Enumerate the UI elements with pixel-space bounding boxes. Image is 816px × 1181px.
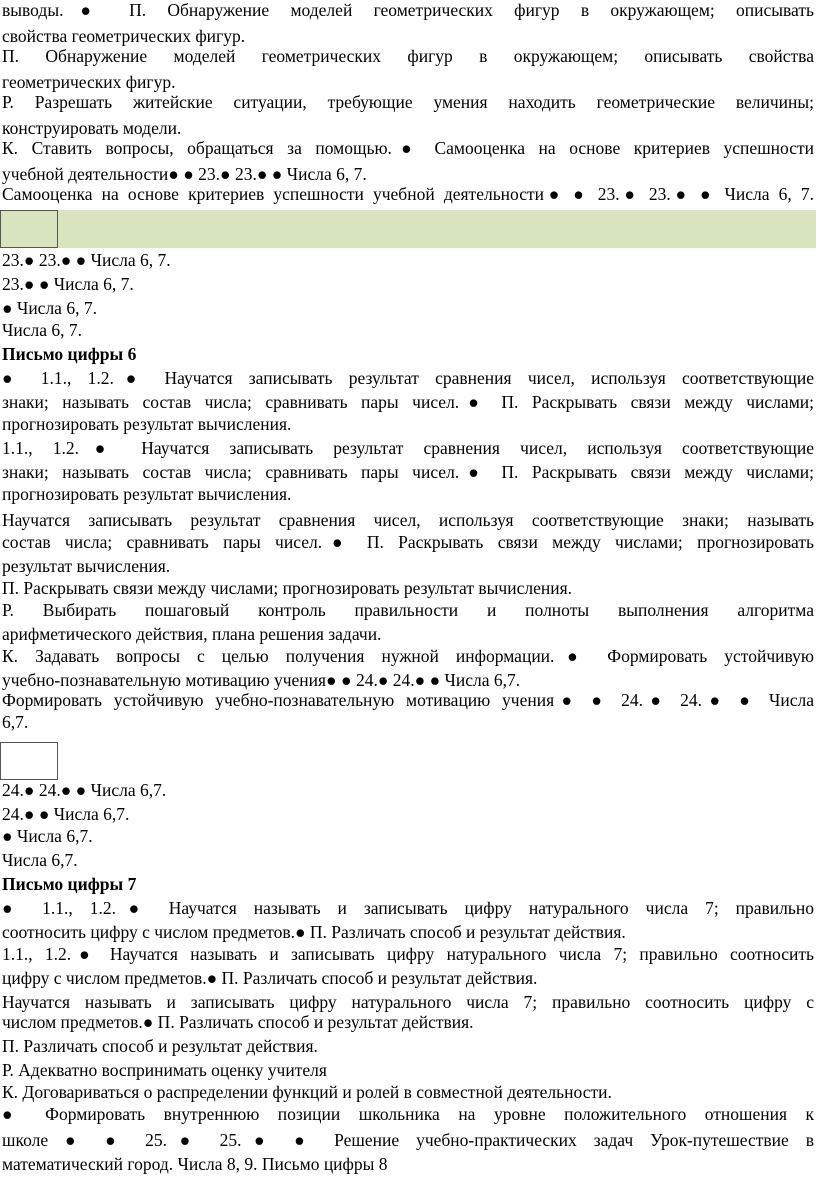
text-line: арифметического действия, плана решения задачи.: [2, 624, 382, 644]
section-heading: Письмо цифры 7: [2, 874, 137, 894]
text-line: П. Различать способ и результат действия.: [2, 1036, 318, 1056]
text-line: результат вычисления.: [2, 556, 171, 576]
empty-table-cell: [0, 742, 58, 780]
text-line: ● Формировать внутреннюю позиции школьника на уровне положительного отношения к: [2, 1104, 814, 1124]
text-line: математический город. Числа 8, 9. Письмо цифры 8: [2, 1154, 388, 1174]
text-line: ● 1.1., 1.2.● Научатся записывать результат сравнения чисел, используя соответствующие: [2, 368, 814, 388]
text-line: 23.● 23.● ● Числа 6, 7.: [2, 250, 171, 270]
text-line: числом предметов.● П. Различать способ и результат действия.: [2, 1012, 474, 1032]
text-line: прогнозировать результат вычисления.: [2, 484, 292, 504]
text-line: 24.● ● Числа 6,7.: [2, 804, 130, 824]
text-line: ● 1.1., 1.2.● Научатся называть и записывать цифру натурального числа 7; правильно: [2, 898, 814, 918]
text-line: геометрических фигур.: [2, 72, 176, 92]
text-line: Научатся называть и записывать цифру натурального числа 7; правильно соотносить цифру с: [2, 992, 814, 1012]
text-line: 6,7.: [2, 712, 29, 732]
text-line: учебно-познавательную мотивацию учения● ● 24.● 24.● ● Числа 6,7.: [2, 670, 521, 690]
text-line: Р. Выбирать пошаговый контроль правильности и полноты выполнения алгоритма: [2, 600, 814, 620]
text-line: учебной деятельности● ● 23.● 23.● ● Числа 6, 7.: [2, 164, 367, 184]
text-line: Р. Разрешать житейские ситуации, требующие умения находить геометрические величины;: [2, 92, 814, 112]
text-line: конструировать модели.: [2, 118, 182, 138]
text-line: Научатся записывать результат сравнения чисел, используя соответствующие знаки; называть: [2, 510, 814, 530]
table-band: [0, 210, 816, 248]
text-line: ● Числа 6,7.: [2, 826, 93, 846]
empty-table-cell: [0, 210, 58, 248]
text-line: 1.1., 1.2.● Научатся записывать результат сравнения чисел, используя соответствующие: [2, 438, 814, 458]
text-line: знаки; называть состав числа; сравнивать пары чисел.● П. Раскрывать связи между числами;: [2, 392, 814, 412]
text-line: 1.1., 1.2.● Научатся называть и записывать цифру натурального числа 7; правильно соотносить: [2, 944, 814, 964]
text-line: школе ● ● 25.● 25.● ● Решение учебно-практических задач Урок-путешествие в: [2, 1130, 814, 1150]
text-line: Числа 6,7.: [2, 850, 78, 870]
text-line: Числа 6, 7.: [2, 320, 83, 340]
text-line: Самооценка на основе критериев успешности учебной деятельности● ● 23.● 23.● ● Числа 6, 7.: [2, 184, 814, 204]
text-line: Р. Адекватно воспринимать оценку учителя: [2, 1060, 327, 1080]
text-line: К. Ставить вопросы, обращаться за помощью.● Самооценка на основе критериев успешности: [2, 138, 814, 158]
text-line: знаки; называть состав числа; сравнивать пары чисел.● П. Раскрывать связи между числами;: [2, 462, 814, 482]
text-line: П. Раскрывать связи между числами; прогнозировать результат вычисления.: [2, 578, 572, 598]
text-line: К. Договариваться о распределении функций и ролей в совместной деятельности.: [2, 1082, 612, 1102]
text-line: К. Задавать вопросы с целью получения нужной информации.● Формировать устойчивую: [2, 646, 814, 666]
text-line: свойства геометрических фигур.: [2, 26, 246, 46]
text-line: П. Обнаружение моделей геометрических фигур в окружающем; описывать свойства: [2, 46, 814, 66]
text-line: 23.● ● Числа 6, 7.: [2, 274, 134, 294]
text-line: состав числа; сравнивать пары чисел.● П. Раскрывать связи между числами; прогнозировать: [2, 532, 814, 552]
text-line: соотносить цифру с числом предметов.● П. Различать способ и результат действия.: [2, 922, 626, 942]
text-line: прогнозировать результат вычисления.: [2, 414, 292, 434]
text-line: 24.● 24.● ● Числа 6,7.: [2, 780, 167, 800]
section-heading: Письмо цифры 6: [2, 344, 137, 364]
text-line: выводы.● П. Обнаружение моделей геометрических фигур в окружающем; описывать: [2, 0, 814, 20]
text-line: Формировать устойчивую учебно-познавательную мотивацию учения● ● 24.● 24.● ● Числа: [2, 690, 814, 710]
text-line: цифру с числом предметов.● П. Различать способ и результат действия.: [2, 968, 538, 988]
text-line: ● Числа 6, 7.: [2, 298, 97, 318]
